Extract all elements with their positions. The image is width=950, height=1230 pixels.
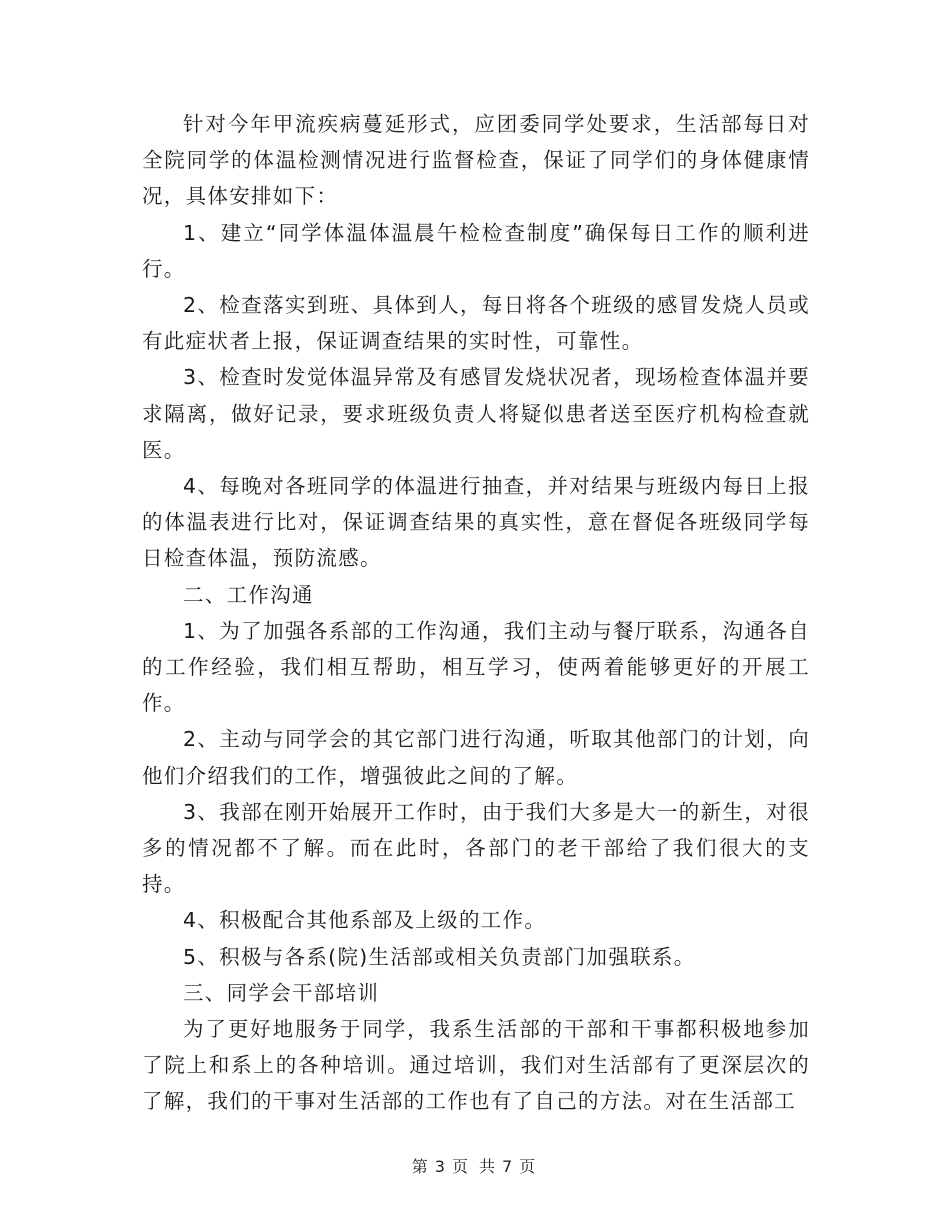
paragraph-item: 4、每晚对各班同学的体温进行抽查，并对结果与班级内每日上报的体温表进行比对，保证调查结果的真实性，意在督促各班级同学每日检查体温，预防流感。 — [142, 474, 810, 571]
section-heading: 二、工作沟通 — [183, 582, 314, 607]
document-body — [142, 106, 810, 1120]
section-heading: 三、同学会干部培训 — [183, 980, 380, 1005]
paragraph-item: 1、建立“同学体温体温晨午检检查制度”确保每日工作的顺利进行。 — [142, 220, 810, 281]
paragraph-body: 为了更好地服务于同学，我系生活部的干部和干事都积极地参加了院上和系上的各种培训。通过培训，我们对生活部有了更深层次的了解，我们的干事对生活部的工作也有了自己的方法。对在生活部工 — [142, 1017, 810, 1114]
paragraph-item: 2、检查落实到班、具体到人，每日将各个班级的感冒发烧人员或有此症状者上报，保证调查结果的实时性，可靠性。 — [142, 293, 810, 354]
footer-suffix: 页 — [519, 1157, 539, 1176]
footer-prefix: 第 — [411, 1157, 431, 1176]
paragraph-item: 2、主动与同学会的其它部门进行沟通，听取其他部门的计划，向他们介绍我们的工作，增强彼此之间的了解。 — [142, 727, 810, 788]
paragraph-item: 3、我部在刚开始展开工作时，由于我们大多是大一的新生，对很多的情况都不了解。而在此时，各部门的老干部给了我们很大的支持。 — [142, 799, 810, 897]
paragraph-item: 4、积极配合其他系部及上级的工作。 — [183, 908, 547, 933]
paragraph-item: 5、积极与各系(院)生活部或相关负责部门加强联系。 — [183, 944, 696, 969]
footer-current-page: 3 — [434, 1157, 448, 1176]
footer-total-pages: 7 — [502, 1157, 516, 1176]
paragraph-item: 3、检查时发觉体温异常及有感冒发烧状况者，现场检查体温并要求隔离，做好记录，要求班级负责人将疑似患者送至医疗机构检查就医。 — [142, 365, 810, 462]
paragraph-intro: 针对今年甲流疾病蔓延形式，应团委同学处要求，生活部每日对全院同学的体温检测情况进行监督检查，保证了同学们的身体健康情况，具体安排如下： — [142, 112, 810, 209]
paragraph-item: 1、为了加强各系部的工作沟通，我们主动与餐厅联系，沟通各自的工作经验，我们相互帮助，相互学习，使两着能够更好的开展工作。 — [142, 618, 810, 716]
footer-middle: 页 共 — [451, 1157, 499, 1176]
page-footer — [0, 1154, 950, 1177]
